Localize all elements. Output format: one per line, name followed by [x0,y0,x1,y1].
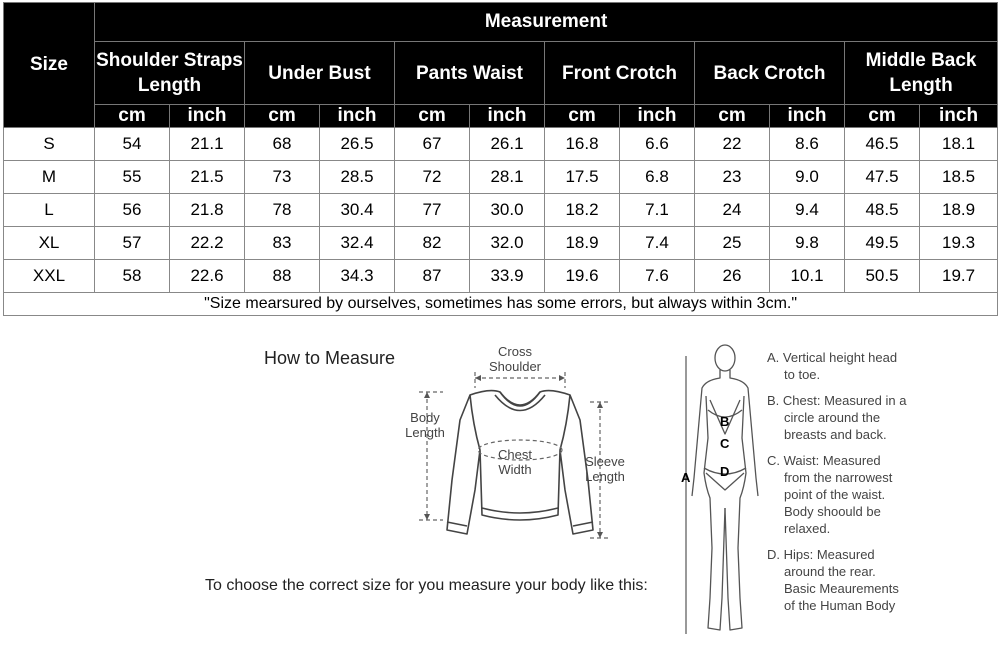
unit-header: inch [770,105,845,128]
measurement-steps [767,349,992,623]
value-cell: 26 [695,260,770,293]
measurement-step [767,349,992,383]
value-cell: 28.5 [320,161,395,194]
size-cell: S [4,128,95,161]
value-cell: 72 [395,161,470,194]
value-cell: 34.3 [320,260,395,293]
value-cell: 49.5 [845,227,920,260]
value-cell: 9.8 [770,227,845,260]
step-line: relaxed. [784,521,831,536]
size-header: Size [4,3,95,128]
value-cell: 21.1 [170,128,245,161]
value-cell: 8.6 [770,128,845,161]
column-header: Pants Waist [395,42,545,105]
value-cell: 50.5 [845,260,920,293]
value-cell: 48.5 [845,194,920,227]
measurement-header: Measurement [95,3,998,42]
value-cell: 26.5 [320,128,395,161]
step-line: D. Hips: Measured [767,547,875,562]
size-note: "Size mearsured by ourselves, sometimes has some errors, but always within 3cm." [4,293,998,316]
column-header: Middle Back Length [845,42,998,105]
letter-c: C [720,436,730,451]
step-line: circle around the [784,410,881,425]
value-cell: 87 [395,260,470,293]
measurement-step [767,452,992,537]
how-to-measure-section [0,330,1000,646]
table-body [4,128,998,316]
unit-header: inch [170,105,245,128]
body-length-label: Body Length [405,410,445,440]
value-cell: 73 [245,161,320,194]
step-line: Body shoould be [784,504,881,519]
value-cell: 22.2 [170,227,245,260]
value-cell: 26.1 [470,128,545,161]
size-cell: XXL [4,260,95,293]
value-cell: 82 [395,227,470,260]
value-cell: 6.8 [620,161,695,194]
value-cell: 58 [95,260,170,293]
value-cell: 47.5 [845,161,920,194]
value-cell: 19.3 [920,227,998,260]
unit-header: cm [545,105,620,128]
value-cell: 28.1 [470,161,545,194]
value-cell: 24 [695,194,770,227]
value-cell: 30.0 [470,194,545,227]
column-header: Shoulder Straps Length [95,42,245,105]
table-row [4,194,998,227]
value-cell: 9.4 [770,194,845,227]
step-line: Basic Meaurements [784,581,899,596]
value-cell: 21.5 [170,161,245,194]
unit-header: inch [320,105,395,128]
chest-width-label: Chest Width [498,447,532,477]
value-cell: 18.1 [920,128,998,161]
value-cell: 18.2 [545,194,620,227]
value-cell: 10.1 [770,260,845,293]
value-cell: 32.0 [470,227,545,260]
size-cell: XL [4,227,95,260]
step-line: of the Human Body [784,598,896,613]
value-cell: 19.7 [920,260,998,293]
step-line: from the narrowest [784,470,893,485]
value-cell: 22.6 [170,260,245,293]
value-cell: 19.6 [545,260,620,293]
size-cell: M [4,161,95,194]
value-cell: 54 [95,128,170,161]
value-cell: 33.9 [470,260,545,293]
step-line: to toe. [784,367,821,382]
value-cell: 21.8 [170,194,245,227]
value-cell: 56 [95,194,170,227]
value-cell: 18.9 [545,227,620,260]
value-cell: 55 [95,161,170,194]
table-row [4,161,998,194]
value-cell: 18.5 [920,161,998,194]
unit-header: cm [245,105,320,128]
step-line: breasts and back. [784,427,887,442]
column-group-row [4,42,998,105]
value-cell: 88 [245,260,320,293]
measurement-step [767,546,992,614]
column-header: Front Crotch [545,42,695,105]
table-row [4,260,998,293]
choose-size-text: To choose the correct size for you measure your body like this: [205,577,648,594]
step-line: B. Chest: Measured in a [767,393,907,408]
value-cell: 23 [695,161,770,194]
value-cell: 32.4 [320,227,395,260]
letter-d: D [720,464,730,479]
step-line: around the rear. [784,564,876,579]
value-cell: 83 [245,227,320,260]
cross-shoulder-label: Cross Shoulder [488,344,542,374]
step-line: point of the waist. [784,487,886,502]
value-cell: 7.4 [620,227,695,260]
measurement-step [767,392,992,443]
value-cell: 18.9 [920,194,998,227]
step-line: C. Waist: Measured [767,453,881,468]
unit-header: cm [845,105,920,128]
value-cell: 77 [395,194,470,227]
value-cell: 30.4 [320,194,395,227]
value-cell: 16.8 [545,128,620,161]
table-row [4,227,998,260]
value-cell: 6.6 [620,128,695,161]
unit-header: inch [620,105,695,128]
letter-a: A [681,470,691,485]
unit-header: inch [920,105,998,128]
letter-b: B [720,414,730,429]
unit-header: cm [695,105,770,128]
value-cell: 7.6 [620,260,695,293]
sleeve-length-label: Sleeve Length [585,454,625,484]
value-cell: 68 [245,128,320,161]
note-row [4,293,998,316]
size-cell: L [4,194,95,227]
value-cell: 78 [245,194,320,227]
value-cell: 25 [695,227,770,260]
body-figure-diagram [680,338,770,644]
column-header: Back Crotch [695,42,845,105]
table-row [4,128,998,161]
value-cell: 46.5 [845,128,920,161]
step-line: A. Vertical height head [767,350,898,365]
unit-header: cm [95,105,170,128]
value-cell: 67 [395,128,470,161]
value-cell: 57 [95,227,170,260]
how-to-measure-title: How to Measure [264,348,396,368]
unit-header: cm [395,105,470,128]
value-cell: 7.1 [620,194,695,227]
unit-row [4,105,998,128]
value-cell: 9.0 [770,161,845,194]
size-chart-table [3,2,998,316]
column-header: Under Bust [245,42,395,105]
value-cell: 17.5 [545,161,620,194]
value-cell: 22 [695,128,770,161]
unit-header: inch [470,105,545,128]
